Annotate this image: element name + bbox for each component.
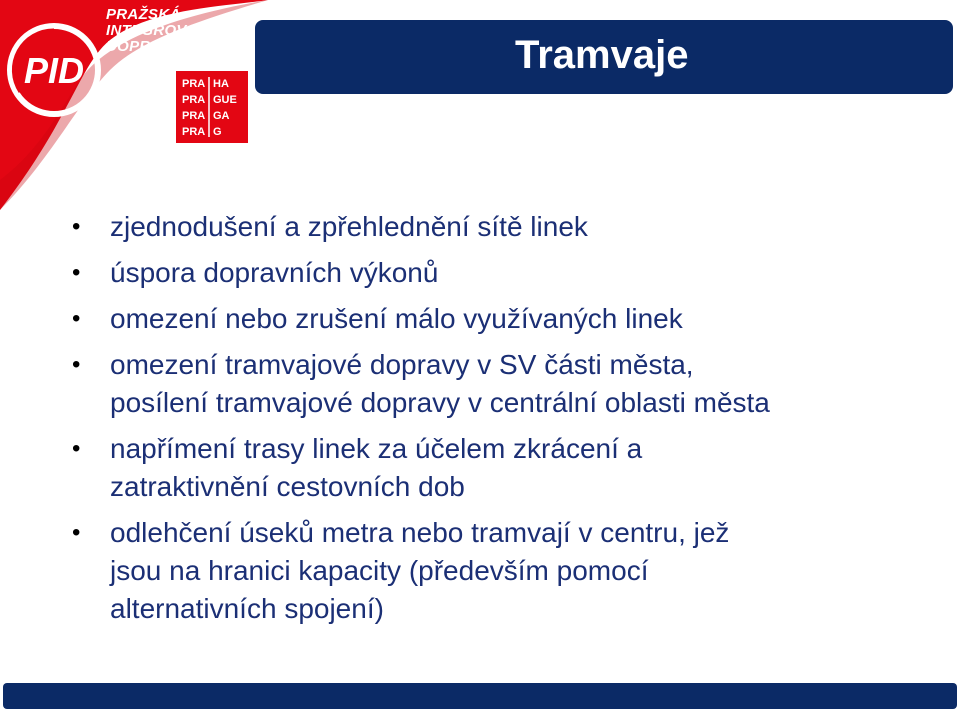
bullet-text: zjednodušení a zpřehlednění sítě linek [110,211,588,242]
seal-text-2: HA [213,78,229,90]
pid-logo-text: PID [23,50,85,91]
seal-text-4: GUE [213,94,237,106]
bullet-item [72,254,942,292]
bullet-item [72,514,942,628]
bullet-item [72,430,942,506]
prague-seal-icon [176,71,248,143]
bullet-text: omezení nebo zrušení málo využívaných linek [110,303,683,334]
bullet-item [72,300,942,338]
pid-logo-icon [6,22,102,118]
bullet-list [72,208,942,636]
brand-name-line-2: INTEGROVANÁ [106,22,220,39]
bullet-text: alternativních spojení) [110,593,384,624]
bullet-text: posílení tramvajové dopravy v centrální oblasti města [110,387,770,418]
seal-text-1: PRA [182,78,206,90]
slide-title: Tramvaje [515,33,689,77]
footer-bar [3,683,957,709]
bullet-item [72,346,942,422]
bullet-dot-icon: • [72,519,81,546]
bullet-text: odlehčení úseků metra nebo tramvají v centru, jež [110,517,730,548]
seal-text-7: PRA [182,126,206,138]
bullet-text: napřímení trasy linek za účelem zkrácení a [110,433,643,464]
seal-text-3: PRA [182,94,206,106]
brand-name [106,7,256,55]
bullet-text: omezení tramvajové dopravy v SV části města, [110,349,694,380]
brand-name-line-1: PRAŽSKÁ [106,6,181,23]
bullet-text: úspora dopravních výkonů [110,257,439,288]
bullet-text: zatraktivnění cestovních dob [110,471,465,502]
bullet-dot-icon: • [72,435,81,462]
seal-text-6: GA [213,110,230,122]
brand-name-line-3: DOPRAVA [106,38,181,55]
bullet-item [72,208,942,246]
bullet-dot-icon: • [72,259,81,286]
bullet-text: jsou na hranici kapacity (především pomocí [110,555,649,586]
seal-text-8: G [213,126,222,138]
bullet-dot-icon: • [72,305,81,332]
bullet-dot-icon: • [72,351,81,378]
bullet-dot-icon: • [72,213,81,240]
seal-text-5: PRA [182,110,206,122]
